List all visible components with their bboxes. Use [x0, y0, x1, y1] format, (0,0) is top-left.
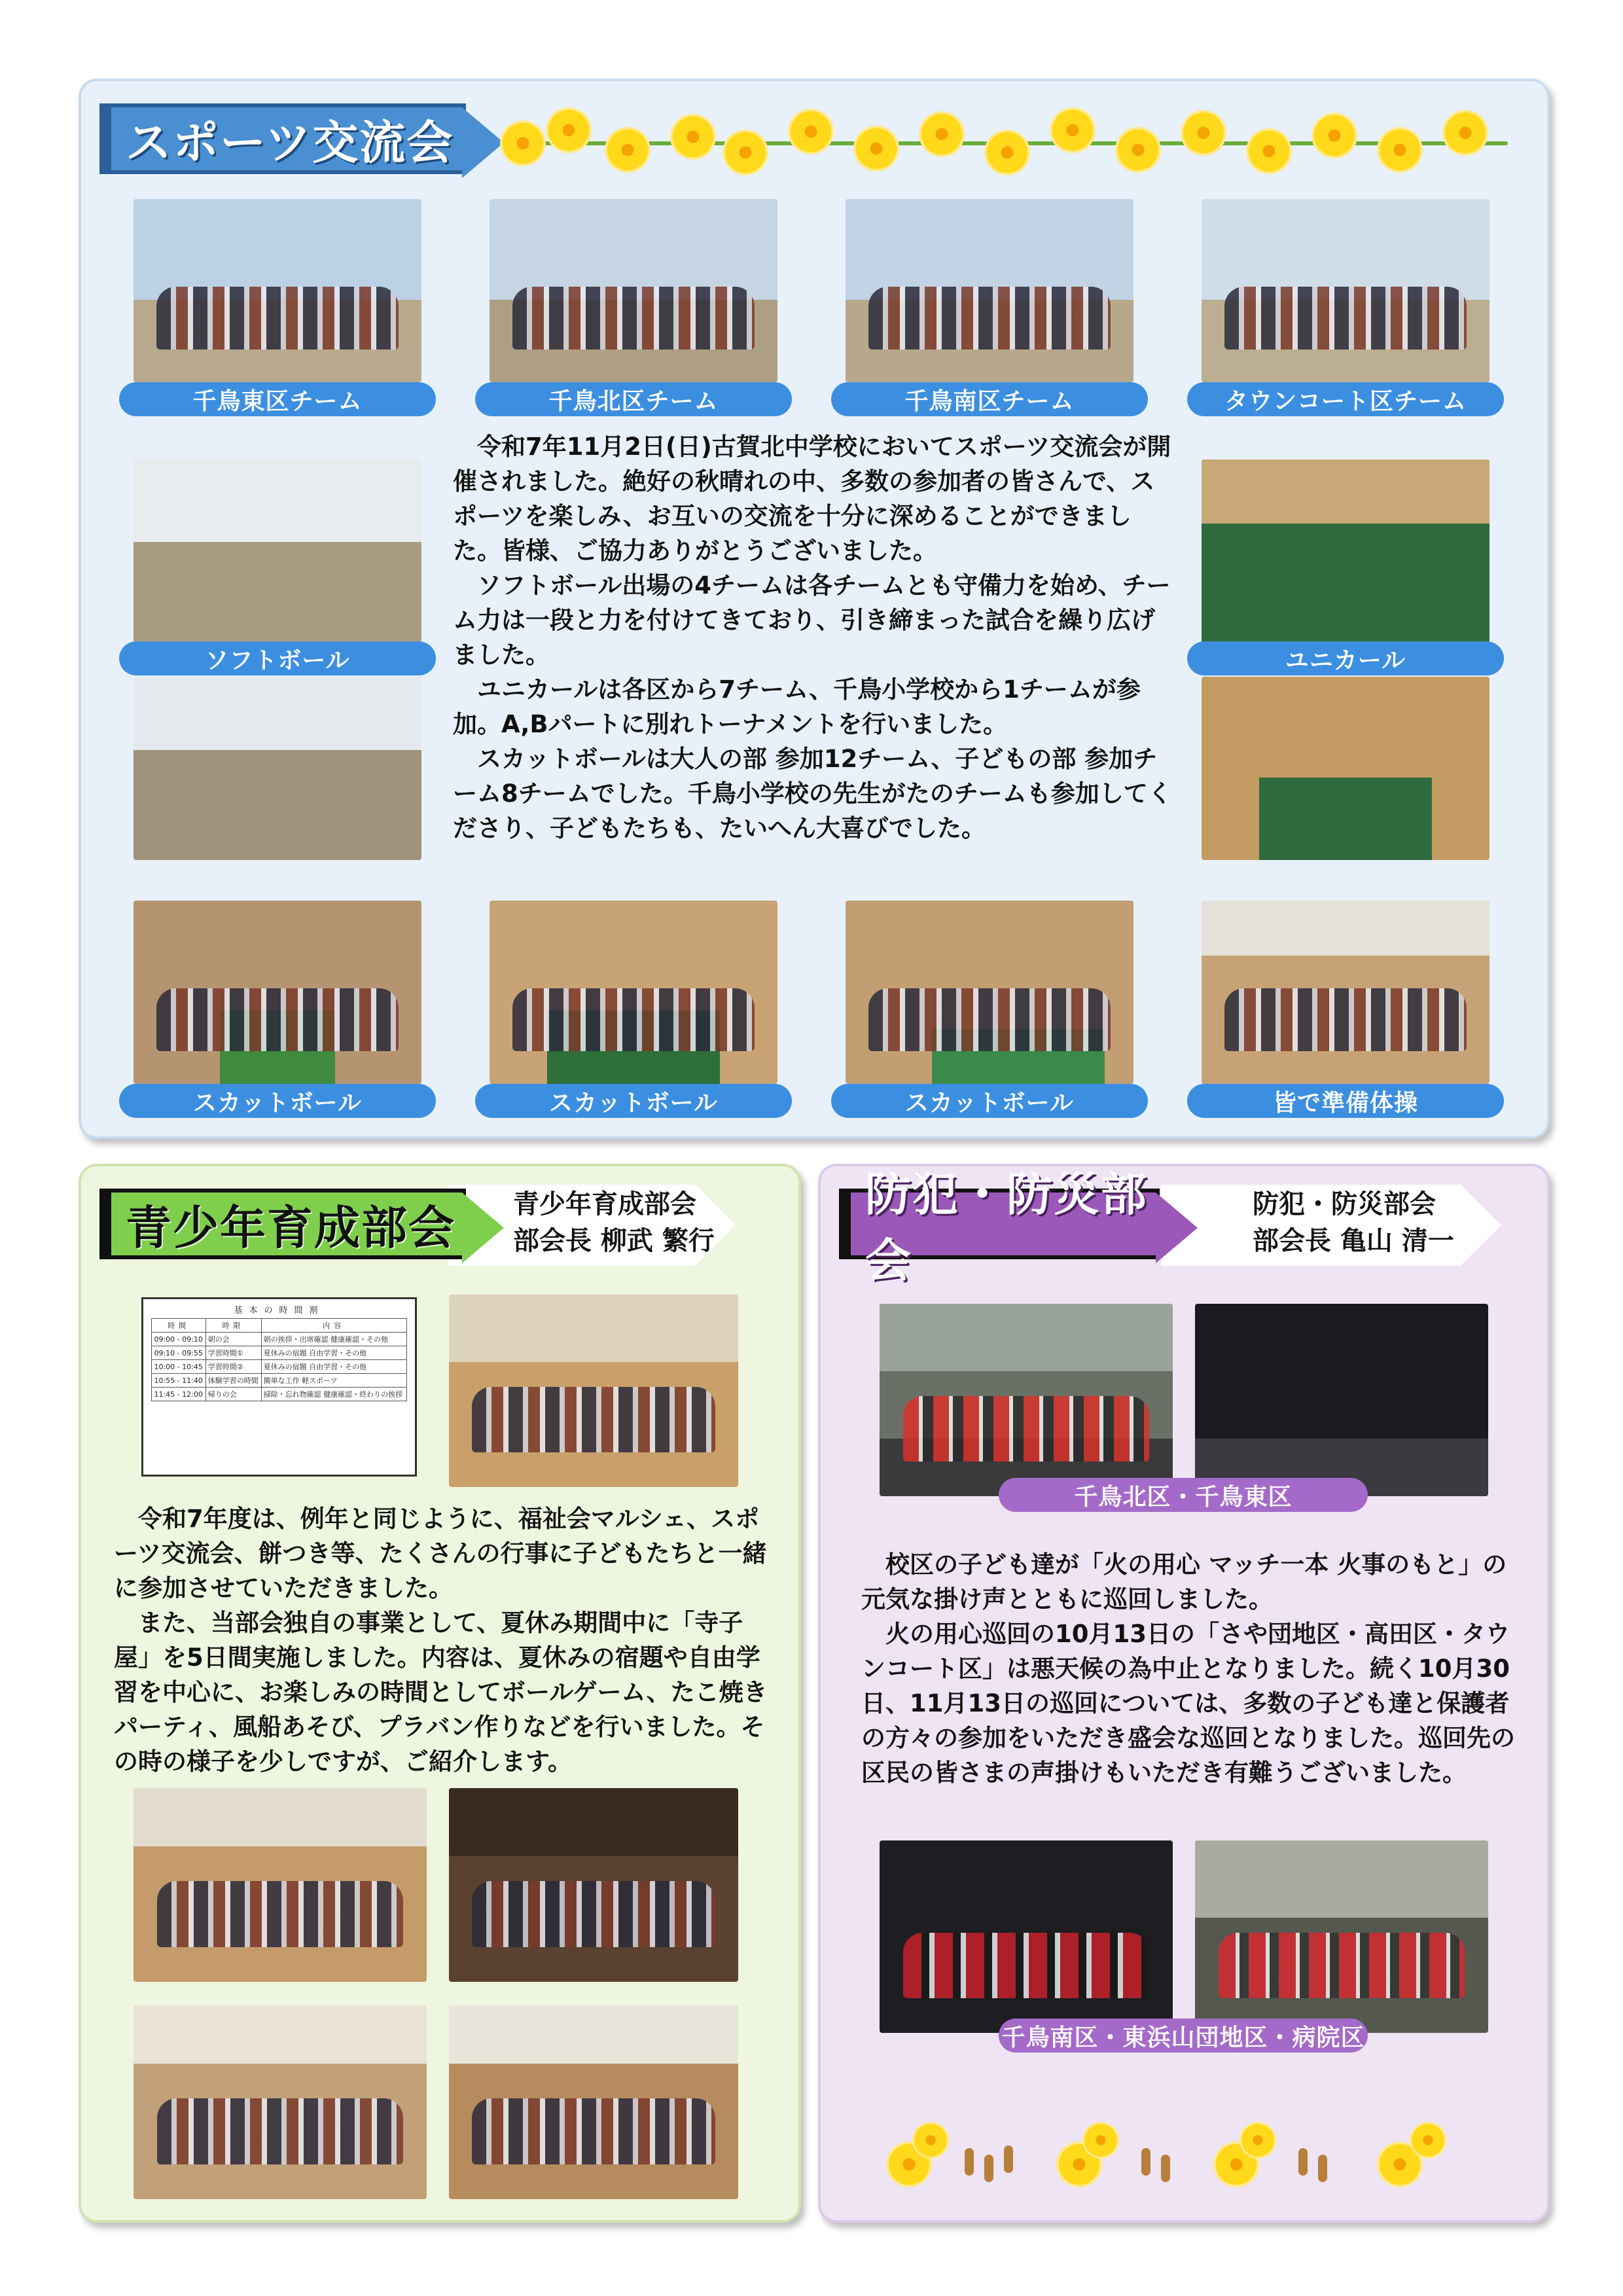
terakoya-photo-5	[449, 2005, 738, 2199]
bottom-label: スカットボール	[119, 1084, 436, 1118]
schedule-cell: 学習時間②	[205, 1360, 261, 1374]
crime-prevention-section	[818, 1164, 1550, 2223]
schedule-cell: 朝の挨拶・出席確認 健康確認・その他	[261, 1333, 406, 1346]
horsetail-icon	[1298, 2148, 1308, 2176]
flower-icon	[1377, 127, 1423, 173]
terakoya-photo-4	[134, 2005, 427, 2199]
flower-icon	[1442, 110, 1488, 156]
youth-body-text	[114, 1501, 768, 1779]
youth-title	[99, 1189, 466, 1259]
flower-icon	[1240, 2122, 1276, 2159]
schedule-cell: 夏休みの宿題 自由学習・その他	[261, 1346, 406, 1360]
team-photo-higashi	[134, 199, 421, 382]
flower-icon	[722, 130, 768, 175]
sports-paragraph-2: ソフトボール出場の4チームは各チームとも守備力を始め、チーム力は一段と力を付けてきており、引き締まった試合を繰り広げました。	[453, 571, 1171, 669]
schedule-cell: 体験学習の時間	[205, 1374, 261, 1388]
flower-icon	[984, 130, 1030, 175]
schedule-cell: 09:10 - 09:55	[152, 1346, 205, 1360]
horsetail-icon	[1141, 2148, 1150, 2176]
softball-photo-2	[134, 677, 421, 860]
sports-paragraph-4: スカットボールは大人の部 参加12チーム、子どもの部 参加チーム8チームでした。千鳥小学校の先生がたのチームも参加してくださり、子どもたちも、たいへん大喜びでした。	[453, 745, 1172, 842]
horsetail-icon	[984, 2155, 993, 2182]
flower-icon	[1181, 110, 1226, 156]
terakoya-photo-2	[134, 1788, 427, 1982]
scatball-photo-2	[490, 901, 777, 1084]
team-photo-kita	[490, 199, 777, 382]
schedule-cell: 朝の会	[205, 1333, 261, 1346]
bottom-label: 皆で準備体操	[1187, 1084, 1504, 1118]
schedule-cell: 学習時間①	[205, 1346, 261, 1360]
schedule-cell: 10:55 - 11:40	[152, 1374, 205, 1388]
patrol-photo-1	[880, 1304, 1173, 1496]
crime-dept-info	[1253, 1186, 1488, 1259]
crime-paragraph-1: 校区の子ども達が「火の用心 マッチ一本 火事のもと」の元気な掛け声とともに巡回しました。	[861, 1551, 1507, 1613]
crime-body-text	[861, 1547, 1516, 1790]
flower-icon	[546, 107, 592, 153]
bottom-label: スカットボール	[831, 1084, 1148, 1118]
schedule-table	[141, 1297, 417, 1477]
crime-dept-name: 防犯・防災部会	[1253, 1189, 1436, 1219]
youth-paragraph-1: 令和7年度は、例年と同じように、福祉会マルシェ、スポーツ交流会、餅つき等、たくさんの行事に子どもたちと一緒に参加させていただきました。	[114, 1505, 767, 1602]
youth-paragraph-2: また、当部会独自の事業として、夏休み期間中に「寺子屋」を5日間実施しました。内容は、夏休みの宿題や自由学習を中心に、お楽しみの時間としてボールゲーム、たこ焼きパーティ、風船あそび、プラバン作りなどを行いました。その時の様子を少しですが、ご紹介します。	[114, 1609, 768, 1776]
crime-paragraph-2: 火の用心巡回の10月13日の「さや団地区・高田区・タウンコート区」は悪天候の為中止となりました。続く10月30日、11月13日の巡回については、多数の子ども達と保護者の方々の参加をいただき盛会な巡回となりました。巡回先の区民の皆さまの声掛けもいただき有難うございました。	[861, 1620, 1515, 1787]
sports-title	[99, 103, 466, 174]
team-label: 千鳥南区チーム	[831, 382, 1148, 416]
schedule-cell: 11:45 - 12:00	[152, 1388, 205, 1401]
schedule-grid	[151, 1318, 406, 1401]
softball-label: ソフトボール	[119, 641, 436, 675]
scatball-photo-1	[134, 901, 421, 1084]
schedule-header: 時間	[152, 1319, 205, 1333]
crime-title-text: 防犯・防災部会	[865, 1168, 1148, 1287]
schedule-cell: 掃除・忘れ物確認 健康確認・終わりの挨拶	[261, 1388, 406, 1401]
youth-dept-name: 青少年育成部会	[513, 1189, 696, 1219]
schedule-cell: 10:00 - 10:45	[152, 1360, 205, 1374]
title-stripe	[103, 1193, 111, 1255]
horsetail-icon	[1161, 2155, 1170, 2182]
youth-leader: 部会長 柳武 繁行	[513, 1226, 715, 1256]
schedule-cell: 帰りの会	[205, 1388, 261, 1401]
flower-icon	[919, 111, 965, 157]
schedule-header: 内容	[261, 1319, 406, 1333]
title-arrow	[462, 1193, 504, 1263]
terakoya-photo-1	[449, 1295, 738, 1487]
crime-leader: 部会長 亀山 清一	[1253, 1226, 1454, 1256]
flower-icon	[788, 109, 834, 154]
crime-title	[839, 1168, 1160, 1287]
sports-paragraph-1: 令和7年11月2日(日)古賀北中学校においてスポーツ交流会が開催されました。絶好の秋晴れの中、多数の参加者の皆さんで、スポーツを楽しみ、お互いの交流を十分に深めることができました。皆様、ご協力ありがとうございました。	[453, 433, 1171, 565]
patrol-label-top: 千鳥北区・千鳥東区	[999, 1478, 1368, 1512]
flower-icon	[670, 114, 716, 160]
unicurl-photo-1	[1202, 459, 1489, 643]
youth-dept-info	[513, 1186, 749, 1259]
title-stripe	[843, 1193, 851, 1255]
sports-title-text: スポーツ交流会	[126, 115, 454, 170]
sports-section	[79, 79, 1550, 1139]
flower-icon	[1311, 113, 1357, 158]
team-label: 千鳥北区チーム	[475, 382, 792, 416]
team-photo-towncourt	[1202, 199, 1489, 382]
patrol-label-bottom: 千鳥南区・東浜山団地区・病院区	[999, 2018, 1368, 2053]
flower-icon	[605, 127, 651, 173]
title-arrow	[1156, 1193, 1198, 1263]
warmup-photo	[1202, 901, 1489, 1084]
flower-icon	[500, 120, 546, 166]
terakoya-photo-3	[449, 1788, 738, 1982]
sports-paragraph-3: ユニカールは各区から7チーム、千鳥小学校から1チームが参加。A,Bパートに別れトーナメントを行いました。	[453, 675, 1141, 738]
flower-icon	[912, 2122, 949, 2159]
flower-icon	[1115, 127, 1161, 173]
youth-section	[79, 1164, 801, 2223]
patrol-photo-2	[1195, 1304, 1488, 1496]
patrol-photo-3	[880, 1840, 1173, 2033]
scatball-photo-3	[846, 901, 1133, 1084]
flower-icon	[853, 126, 899, 171]
title-stripe	[103, 107, 111, 170]
schedule-cell: 簡単な工作 軽スポーツ	[261, 1374, 406, 1388]
schedule-title: 基本の時間割	[234, 1306, 325, 1316]
schedule-cell: 09:00 - 09:10	[152, 1333, 205, 1346]
horsetail-icon	[965, 2148, 974, 2176]
unicurl-label: ユニカール	[1187, 641, 1504, 675]
schedule-cell: 夏休みの宿題 自由学習・その他	[261, 1360, 406, 1374]
flower-icon	[1246, 128, 1292, 174]
patrol-photo-4	[1195, 1840, 1488, 2033]
team-photo-minami	[846, 199, 1133, 382]
unicurl-photo-2	[1202, 677, 1489, 860]
team-label: 千鳥東区チーム	[119, 382, 436, 416]
title-arrow	[462, 107, 504, 178]
flower-icon	[1082, 2122, 1119, 2159]
flower-border-decoration	[500, 101, 1521, 179]
team-label: タウンコート区チーム	[1187, 382, 1504, 416]
schedule-header: 時限	[205, 1319, 261, 1333]
dandelion-decoration	[880, 2122, 1495, 2200]
youth-title-text: 青少年育成部会	[126, 1200, 455, 1255]
horsetail-icon	[1004, 2145, 1013, 2173]
softball-photo-1	[134, 459, 421, 643]
sports-body-text	[453, 429, 1173, 846]
bottom-label: スカットボール	[475, 1084, 792, 1118]
horsetail-icon	[1318, 2155, 1327, 2182]
flower-icon	[1410, 2122, 1446, 2159]
flower-icon	[1050, 107, 1096, 153]
